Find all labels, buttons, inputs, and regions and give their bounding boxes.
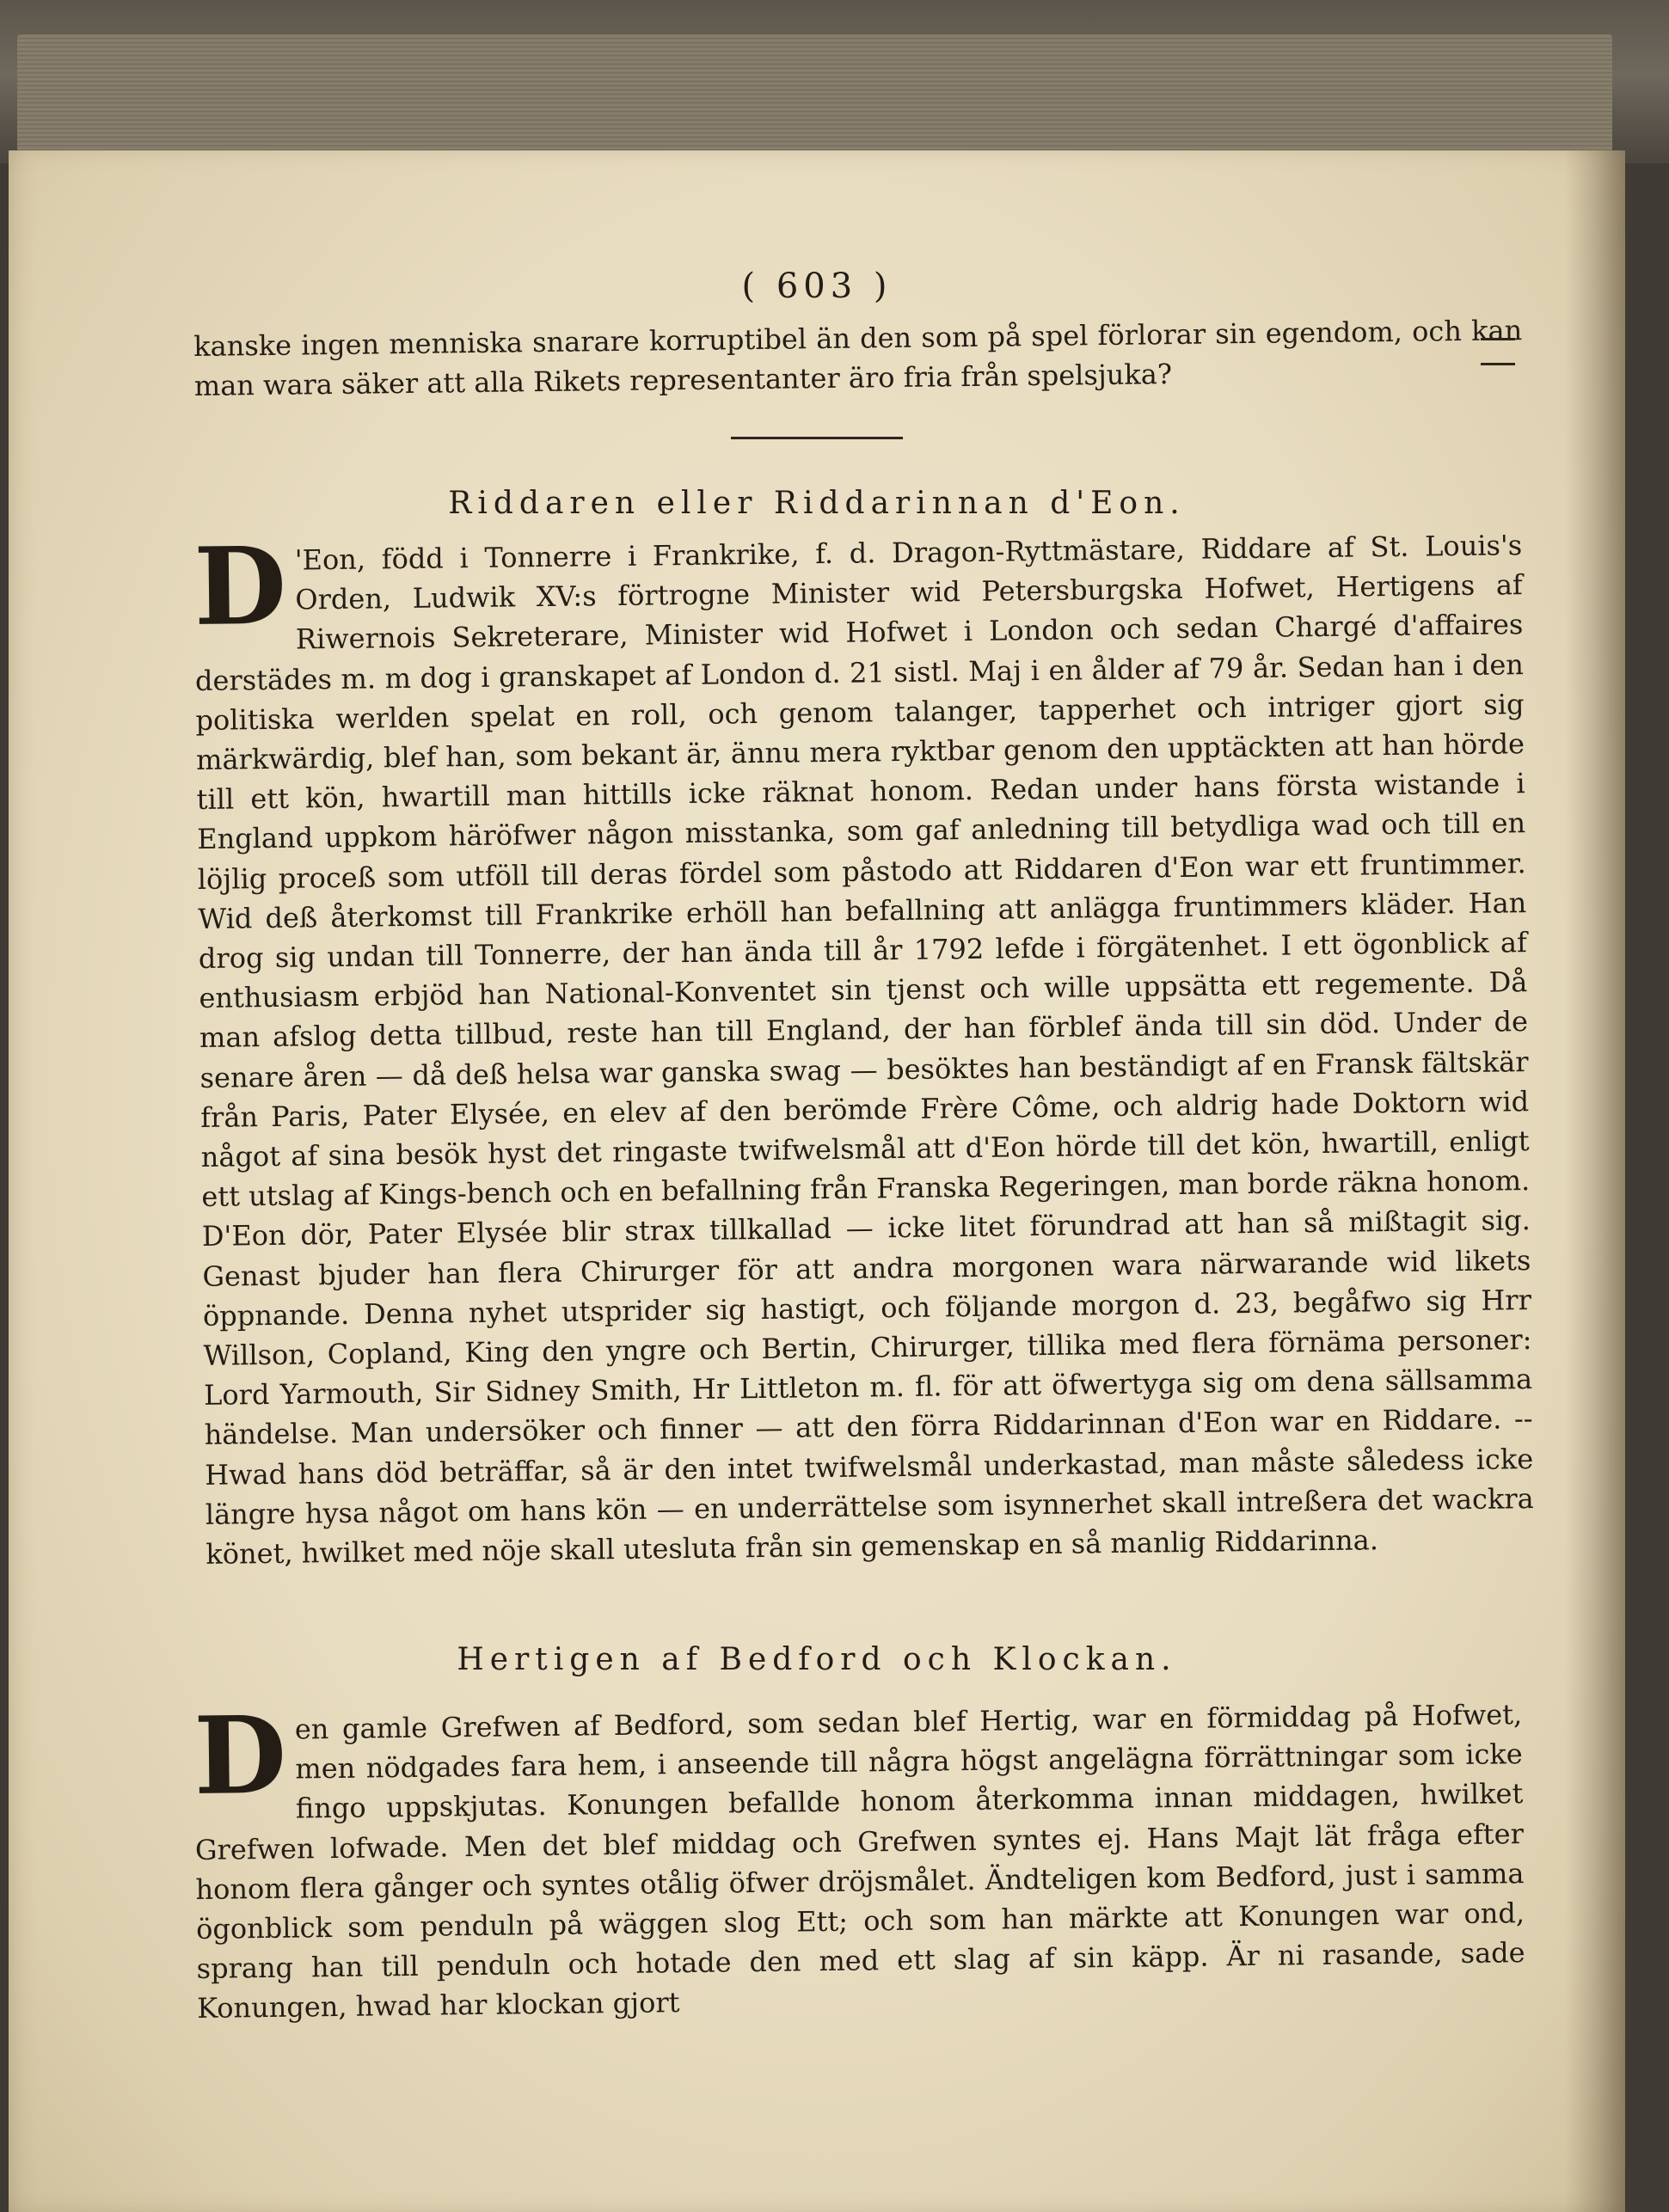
book-page xyxy=(9,150,1625,2212)
margin-mark-icon xyxy=(1481,338,1515,365)
section-divider xyxy=(731,437,903,439)
article-deon-text: 'Eon, född i Tonnerre i Frankrike, f. d. Dragon-Ryttmästare, Riddare af St. Louis's Orden, Ludwik XV:s förtrogne Minister wid Petersburgska Hofwet, Hertigens af Riwernois Sekreterare, Minister wid Hofwet i London och sedan Chargé d'affaires derstädes m. m dog i granskapet af London d. 21 sistl. Maj i en ålder af 79 år. Sedan han i den politiska werlden spelat en roll, och genom talanger, tapperhet och intriger gjort sig märkwärdig, blef han, som bekant är, ännu mera ryktbar genom den upptäckten att han hörde till ett kön, hwartill man hittills icke räknat honom. Redan under hans första wistande i England uppkom häröfwer någon misstanka, som gaf anledning till betydliga wad och till en löjlig proceß som utföll till deras fördel som påstodo att Riddaren d'Eon war ett fruntimmer. Wid deß återkomst till Frankrike erhöll han befallning att anlägga fruntimmers kläder. Han drog sig undan till Tonnerre, der han ända till år 1792 lefde i förgätenhet. I ett ögonblick af enthusiasm erbjöd han National-Konventet sin tjenst och wille uppsätta ett regemente. Då man afslog detta tillbud, reste han till England, der han förblef ända till sin död. Under de senare åren — då deß helsa war ganska swag — besöktes han beständigt af en Fransk fältskär från Paris, Pater Elysée, en elev af den berömde Frère Côme, och aldrig hade Doktorn wid något af sina besök hyst det ringaste twifwelsmål att d'Eon hörde till det kön, hwartill, enligt ett utslag af Kings-bench och en befallning från Franska Regeringen, man borde räkna honom. D'Eon dör, Pater Elysée blir strax tillkallad — icke litet förundrad att han så mißtagit sig. Genast bjuder han flera Chirurger för att andra morgonen wara närwarande wid likets öppnande. Denna nyhet utsprider sig hastigt, och följande morgon d. 23, begåfwo sig Hrr Willson, Copland, King den yngre och Bertin, Chirurger, tillika med flera förnäma personer: Lord Yarmouth, Sir Sidney Smith, Hr Littleton m. fl. för att öfwertyga sig om dena sällsamma händelse. Man undersöker och finner — att den förra Riddarinnan d'Eon war en Riddare. -- Hwad hans död beträffar, så är den intet twifwelsmål underkastad, man måste såledess icke längre hysa något om hans kön — en underrättelse som isynnerhet skall intreßera det wackra könet, hwilket med nöje skall uteslutа från sin gemenskap en så manlig Riddarinna. xyxy=(194,529,1534,1571)
article-bedford xyxy=(193,1694,1525,2028)
continuation-paragraph xyxy=(193,310,1523,406)
page-number: ( 603 ) xyxy=(741,267,893,306)
article-bedford-text: en gamle Grefwen af Bedford, som sedan blef Hertig, war en förmiddag på Hofwet, men nödgades fara hem, i anseende till några högst angelägna förrättningar som icke fingo uppskjutas. Konungen befallde honom återkomma innan middagen, hwilket Grefwen lofwade. Men det blef middag och Grefwen syntes ej. Hans Majt lät fråga efter honom flera gånger och syntes otålig öfwer dröjsmålet. Ändteligen kom Bedford, just i samma ögonblick som penduln på wäggen slog Ett; och som han märkte att Konungen war ond, sprang han till penduln och hotade den med ett slag af sin käpp. Är ni rasande, sade Konungen, hwad har klockan gjort xyxy=(194,1698,1525,2025)
page-spine-shadow xyxy=(1565,150,1625,2212)
section-heading-bedford: Hertigen af Bedford och Klockan. xyxy=(457,1642,1177,1677)
article-deon xyxy=(193,525,1535,1574)
book-top-edge xyxy=(0,0,1669,163)
page-stack xyxy=(17,34,1612,163)
continuation-text: kanske ingen menniska snarare korruptibel än den som på spel förlorar sin egendom, och kan man wara säker att alla Rikets representanter äro fria från spelsjuka? xyxy=(193,314,1523,403)
dropcap-bedford: D xyxy=(193,1693,288,1819)
dropcap-deon: D xyxy=(193,524,288,650)
section-heading-deon: Riddaren eller Riddarinnan d'Eon. xyxy=(448,486,1186,521)
